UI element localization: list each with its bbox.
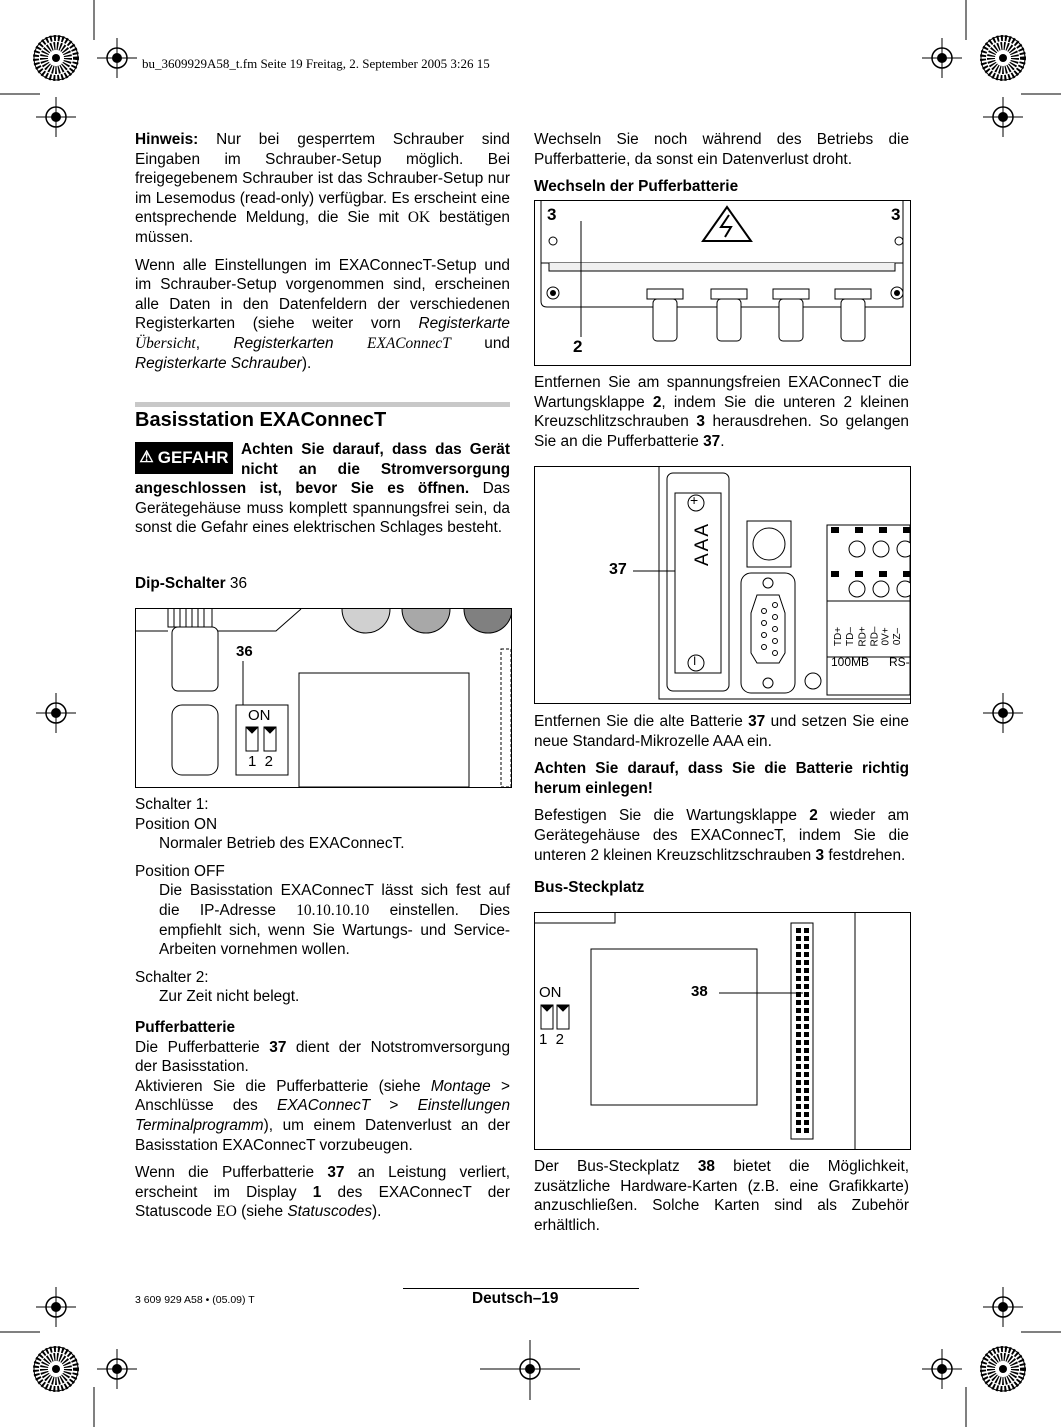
connector-pin bbox=[796, 1000, 801, 1005]
figure-dip-switch bbox=[135, 608, 512, 788]
note-paragraph: Hinweis: Nur bei gesperrtem Schrauber sind Eingaben im Schrauber-Setup möglich. Bei freigegebenem Schrauber ist das Schrauber-Setup nur im Lesemodus (read-only) verfügbar. Es erscheint eine entsprechende Meldung, die Sie mit OK bestätigen müssen. bbox=[135, 131, 510, 246]
connector-pin bbox=[796, 1080, 801, 1085]
connector-pin bbox=[796, 960, 801, 965]
registration-mark-icon bbox=[97, 1349, 137, 1389]
registration-mark-icon bbox=[983, 97, 1023, 137]
print-header: bu_3609929A58_t.fm Seite 19 Freitag, 2. September 2005 3:26 15 bbox=[142, 56, 490, 71]
page-number: Deutsch–19 bbox=[472, 1290, 559, 1307]
callout-3-right: 3 bbox=[891, 205, 901, 224]
connector-pin bbox=[796, 1120, 801, 1125]
connector-pin bbox=[804, 984, 809, 989]
connector-pin bbox=[804, 928, 809, 933]
connector-pin bbox=[804, 1056, 809, 1061]
callout-38: 38 bbox=[691, 983, 708, 1000]
registration-mark-icon bbox=[983, 1287, 1023, 1327]
dip-switch-drawing bbox=[136, 609, 511, 787]
connector-pin bbox=[796, 1104, 801, 1109]
figure-maintenance-cover bbox=[534, 200, 911, 366]
warning-triangle-icon: ⚠ bbox=[139, 449, 154, 467]
connector-pin bbox=[804, 936, 809, 941]
paragraph: Wenn alle Einstellungen im EXAConnecT-Setup und im Schrauber-Setup vorgenommen sind, erscheinen alle Daten in den Datenfeldern der verschiedenen Registerkarten (siehe weiter vorn Registerkarte Übersicht, Registerkarten EXAConnecT und Registerkarte Schrauber). bbox=[135, 256, 510, 372]
callout-3-left: 3 bbox=[547, 205, 557, 224]
connector-pin bbox=[804, 1104, 809, 1109]
registration-mark-icon bbox=[36, 97, 76, 137]
connector-pin bbox=[804, 1088, 809, 1093]
warning-block: ⚠ GEFAHR Achten Sie darauf, dass das Gerät nicht an die Stromversorgung angeschlossen ist, bevor Sie es öffnen. Das Gerätegehäuse muss komplett spannungsfrei sein, da sonst die Gefahr eines elektrischen Schlages besteht. bbox=[135, 441, 510, 537]
connector-pin bbox=[796, 1024, 801, 1029]
connector-pin bbox=[796, 976, 801, 981]
footer-rule bbox=[403, 1288, 639, 1289]
callout-36: 36 bbox=[236, 643, 253, 660]
star-mark-icon bbox=[981, 1347, 1025, 1391]
connector-pin bbox=[796, 1112, 801, 1117]
bus-paragraph: Der Bus-Steckplatz 38 bietet die Möglichkeit, zusätzliche Hardware-Karten (z.B. eine Grafikkarte) anzuschließen. Solche Karten sind als Zubehör erhältlich. bbox=[534, 1158, 910, 1234]
connector-pin bbox=[804, 960, 809, 965]
battery-label: AAA bbox=[692, 521, 714, 567]
battery-section: Pufferbatterie Die Pufferbatterie 37 dient der Notstromversorgung der Basisstation. Aktivieren Sie die Pufferbatterie (siehe Montage > Anschlüsse des EXAConnecT > Einstellungen Terminalprogramm), um einem Datenverlust an der Basisstation EXAConnecT vorzubeugen. Wenn die Pufferbatterie 37 an Leistung verliert, erscheint im Display 1 des EXAConnecT der Statuscode EO (siehe Statuscodes). bbox=[135, 1019, 511, 1221]
connector-pin bbox=[804, 1112, 809, 1117]
connector-pin bbox=[804, 1080, 809, 1085]
connector-pin bbox=[804, 944, 809, 949]
switch-description: Schalter 1: Position ON Normaler Betrieb des EXAConnecT. Position OFF Die Basisstation EXAConnecT lässt sich fest auf die IP-Adresse 10.10.10.10 einstellen. Dies empfiehlt sich, wenn Sie Wartungs- und Service-Arbeiten vornehmen wollen. Schalter 2: Zur Zeit nicht belegt. bbox=[135, 796, 510, 1006]
dip-on-label: ON bbox=[248, 707, 271, 724]
connector-pin bbox=[804, 1064, 809, 1069]
connector-pin bbox=[796, 1032, 801, 1037]
connector-pin bbox=[804, 968, 809, 973]
connector-pin bbox=[804, 1096, 809, 1101]
connector-pin bbox=[796, 1128, 801, 1133]
connector-pin bbox=[796, 1096, 801, 1101]
section-title: Basisstation EXAConnecT bbox=[135, 409, 387, 431]
connector-pin bbox=[796, 1072, 801, 1077]
connector-pin bbox=[796, 984, 801, 989]
connector-pin bbox=[796, 928, 801, 933]
left-column bbox=[135, 130, 510, 381]
registration-mark-icon bbox=[36, 693, 76, 733]
connector-pin bbox=[804, 1008, 809, 1013]
figure-battery bbox=[534, 466, 911, 704]
connector-pin bbox=[804, 1048, 809, 1053]
remove-cover-paragraph: Entfernen Sie am spannungsfreien EXAConnecT die Wartungsklappe 2, indem Sie die unteren 2 kleinen Kreuzschlitzschrauben 3 herausdrehen. So gelangen Sie an die Pufferbatterie 37. bbox=[534, 374, 909, 450]
connector-pin bbox=[796, 944, 801, 949]
battery-instructions: Entfernen Sie die alte Batterie 37 und setzen Sie eine neue Standard-Mikrozelle AAA ein. Achten Sie darauf, dass Sie die Batterie richtig herum einlegen! Befestigen Sie die Wartungsklappe 2 wieder am Gerätegehäuse des EXAConnecT, indem Sie die unteren 2 kleinen Kreuzschlitzschrauben 3 festdrehen. bbox=[534, 713, 909, 864]
registration-mark-icon bbox=[97, 38, 137, 78]
registration-mark-icon bbox=[983, 693, 1023, 733]
dip-numbers: 1 2 bbox=[248, 753, 274, 770]
connector-pin bbox=[796, 952, 801, 957]
section-rule bbox=[135, 402, 510, 407]
callout-2: 2 bbox=[573, 337, 583, 356]
connector-pin bbox=[804, 976, 809, 981]
connector-pin bbox=[796, 968, 801, 973]
connector-pin bbox=[804, 992, 809, 997]
callout-37: 37 bbox=[609, 561, 627, 578]
battery-plus-icon: + bbox=[690, 492, 699, 508]
connector-pin bbox=[796, 1056, 801, 1061]
port-rs-label: RS- bbox=[889, 655, 910, 669]
dip-numbers: 1 2 bbox=[539, 1031, 565, 1048]
connector-pin bbox=[804, 1024, 809, 1029]
bus-slot-drawing bbox=[535, 913, 910, 1149]
registration-mark-icon bbox=[36, 1287, 76, 1327]
connector-pin bbox=[804, 1000, 809, 1005]
connector-pin bbox=[796, 992, 801, 997]
footer-code: 3 609 929 A58 • (05.09) T bbox=[135, 1294, 255, 1306]
connector-pin bbox=[804, 1072, 809, 1077]
cover-drawing bbox=[535, 201, 910, 365]
connector-pin bbox=[796, 1088, 801, 1093]
connector-pin bbox=[804, 1016, 809, 1021]
figure-bus-slot bbox=[534, 912, 911, 1150]
dip-title: Dip-Schalter 36 bbox=[135, 575, 248, 592]
connector-pin bbox=[796, 936, 801, 941]
dip-on-label: ON bbox=[539, 984, 562, 1001]
connector-pin bbox=[804, 1120, 809, 1125]
connector-pin bbox=[804, 952, 809, 957]
bus-title: Bus-Steckplatz bbox=[534, 879, 645, 896]
registration-mark-icon bbox=[922, 38, 962, 78]
port-100mb-label: 100MB bbox=[831, 655, 870, 669]
connector-pin bbox=[796, 1016, 801, 1021]
connector-pin bbox=[796, 1040, 801, 1045]
danger-badge: ⚠ GEFAHR bbox=[135, 442, 233, 474]
bus-connector bbox=[793, 925, 811, 1137]
right-column-intro: Wechseln Sie noch während des Betriebs die Pufferbatterie, da sonst ein Datenverlust droht. Wechseln der Pufferbatterie bbox=[534, 131, 909, 196]
connector-pin bbox=[804, 1040, 809, 1045]
battery-minus-icon: I bbox=[693, 654, 697, 668]
connector-pin bbox=[804, 1128, 809, 1133]
star-mark-icon bbox=[34, 1347, 78, 1391]
connector-pin bbox=[796, 1008, 801, 1013]
connector-pin bbox=[796, 1064, 801, 1069]
star-mark-icon bbox=[34, 36, 78, 80]
registration-mark-icon bbox=[922, 1349, 962, 1389]
connector-pin bbox=[804, 1032, 809, 1037]
pin-labels: TD+ TD– RD+ RD– 0V+ 0Z– bbox=[833, 626, 904, 647]
connector-pin bbox=[796, 1048, 801, 1053]
star-mark-icon bbox=[981, 36, 1025, 80]
